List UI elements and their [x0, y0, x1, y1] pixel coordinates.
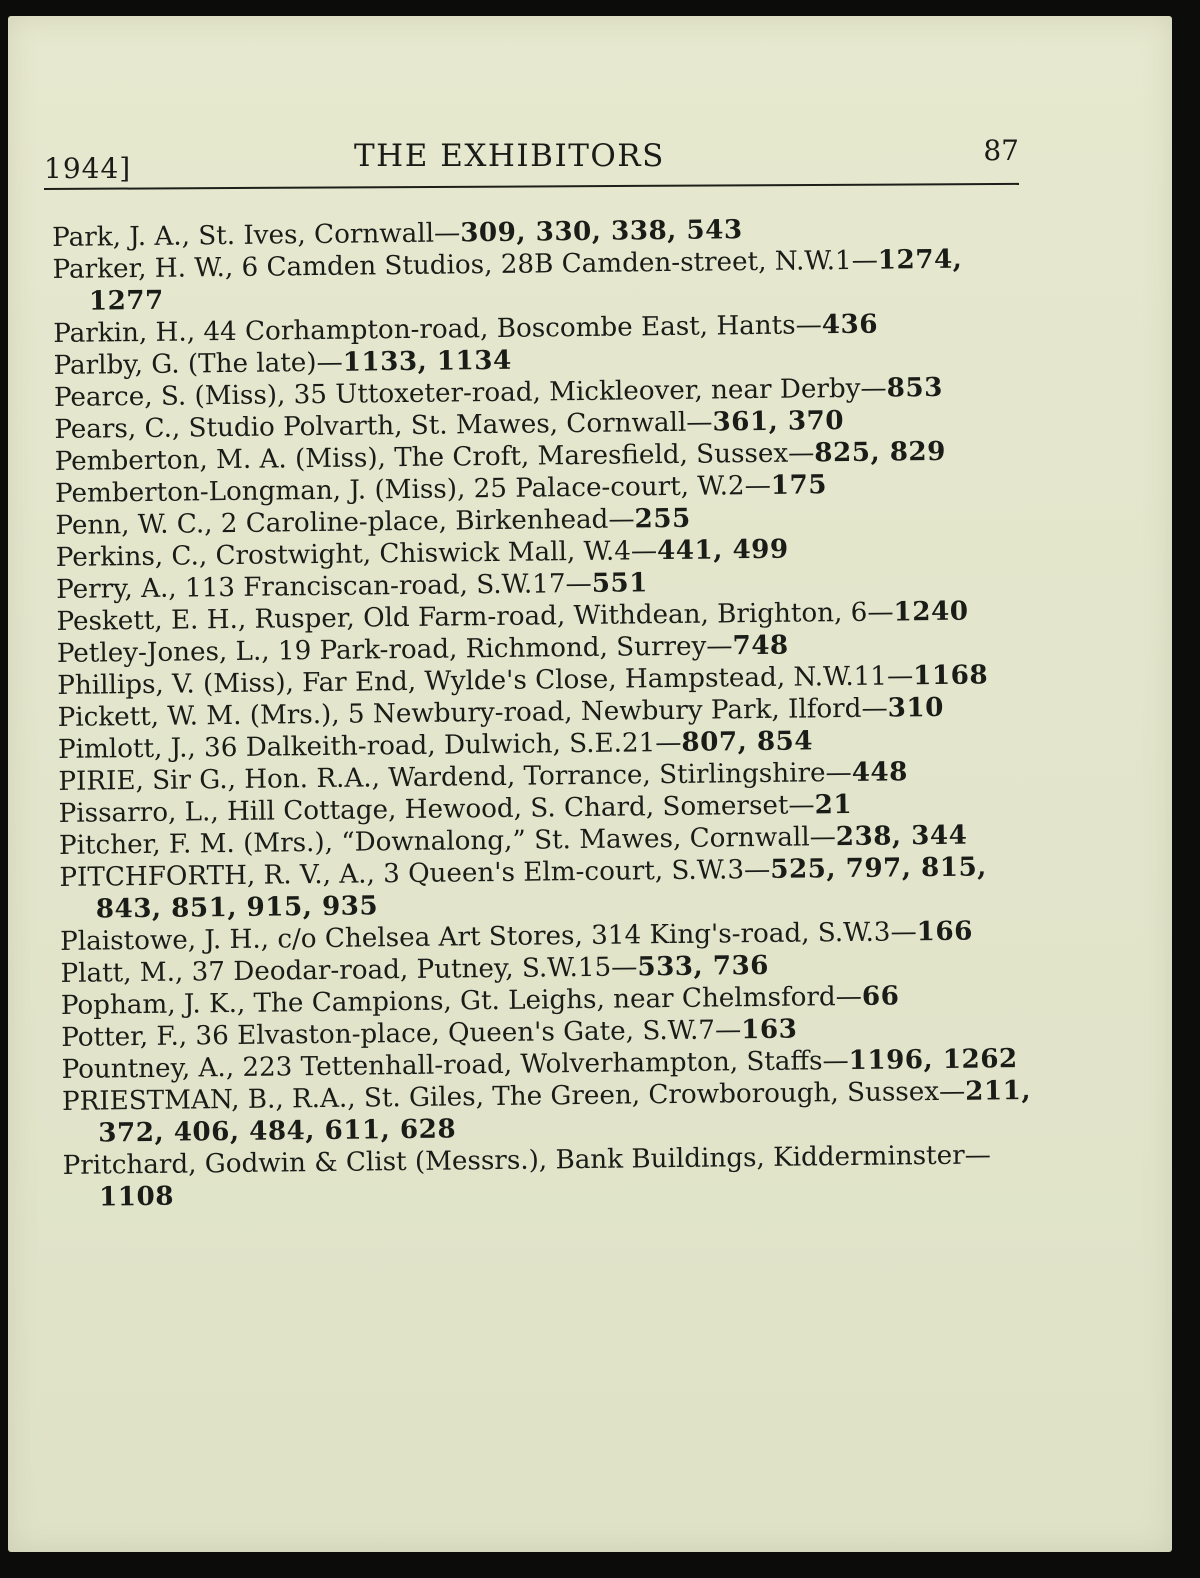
exhibitor-entry: Potter, F., 36 Elvaston-place, Queen's Gate, S.W.7—163: [61, 1013, 798, 1053]
exhibitor-entry: Pears, C., Studio Polvarth, St. Mawes, Cornwall—361, 370: [54, 405, 845, 445]
exhibitor-entry: Parlby, G. (The late)—1133, 1134: [53, 344, 512, 381]
exhibitor-entry: Pimlott, J., 36 Dalkeith-road, Dulwich, S.E.21—807, 854: [57, 725, 814, 765]
exhibitor-list: [52, 211, 1053, 1214]
exhibitor-entry: Pountney, A., 223 Tettenhall-road, Wolverhampton, Staffs—1196, 1262: [61, 1043, 1018, 1085]
exhibitor-entry: Peskett, E. H., Rusper, Old Farm-road, Withdean, Brighton, 6—1240: [56, 595, 969, 637]
year-label: 1944]: [44, 152, 132, 185]
running-head: [44, 128, 1019, 184]
exhibitor-entry: Perry, A., 113 Franciscan-road, S.W.17—551: [56, 567, 649, 605]
exhibitor-entry: Pitcher, F. M. (Mrs.), “Downalong,” St. Mawes, Cornwall—238, 344: [58, 819, 968, 861]
exhibitor-entry: Phillips, V. (Miss), Far End, Wylde's Close, Hampstead, N.W.11—1168: [57, 659, 989, 701]
exhibitor-entry: Platt, M., 37 Deodar-road, Putney, S.W.15—533, 736: [60, 949, 770, 989]
exhibitor-entry: Pemberton-Longman, J. (Miss), 25 Palace-court, W.2—175: [54, 469, 828, 509]
exhibitor-entry: Plaistowe, J. H., c/o Chelsea Art Stores, 314 King's-road, S.W.3—166: [59, 915, 974, 957]
page-number: 87: [983, 134, 1019, 167]
exhibitor-entry: Penn, W. C., 2 Caroline-place, Birkenhead—255: [55, 502, 691, 541]
exhibitor-entry: Pemberton, M. A. (Miss), The Croft, Maresfield, Sussex—825, 829: [54, 435, 947, 477]
exhibitor-entry: Popham, J. K., The Campions, Gt. Leighs, near Chelmsford—66: [60, 980, 900, 1021]
exhibitor-entry: Perkins, C., Crostwight, Chiswick Mall, W.4—441, 499: [55, 533, 789, 573]
exhibitor-entry: Parkin, H., 44 Corhampton-road, Boscombe East, Hants—436: [53, 308, 879, 349]
page-title: THE EXHIBITORS: [354, 138, 665, 174]
exhibitor-entry: Pearce, S. (Miss), 35 Uttoxeter-road, Mickleover, near Derby—853: [53, 371, 944, 413]
book-page: [8, 16, 1172, 1552]
exhibitor-entry: Park, J. A., St. Ives, Cornwall—309, 330, 338, 543: [52, 214, 743, 253]
exhibitor-entry: Parker, H. W., 6 Camden Studios, 28B Camden-street, N.W.1—1274, 1277: [52, 243, 963, 317]
exhibitor-entry: PIRIE, Sir G., Hon. R.A., Wardend, Torrance, Stirlingshire—448: [58, 756, 909, 797]
exhibitor-entry: Pissarro, L., Hill Cottage, Hewood, S. Chard, Somerset—21: [58, 788, 853, 829]
exhibitor-entry: Pickett, W. M. (Mrs.), 5 Newbury-road, Newbury Park, Ilford—310: [57, 691, 945, 733]
exhibitor-entry: PRIESTMAN, B., R.A., St. Giles, The Green, Crowborough, Sussex—211, 372, 406, 484, 611, 628: [61, 1074, 1032, 1149]
exhibitor-entry: Petley-Jones, L., 19 Park-road, Richmond, Surrey—748: [56, 629, 789, 669]
exhibitor-entry: PITCHFORTH, R. V., A., 3 Queen's Elm-court, S.W.3—525, 797, 815, 843, 851, 915, 935: [59, 851, 987, 925]
exhibitor-entry: Pritchard, Godwin & Clist (Messrs.), Bank Buildings, Kidderminster—1108: [62, 1140, 991, 1213]
